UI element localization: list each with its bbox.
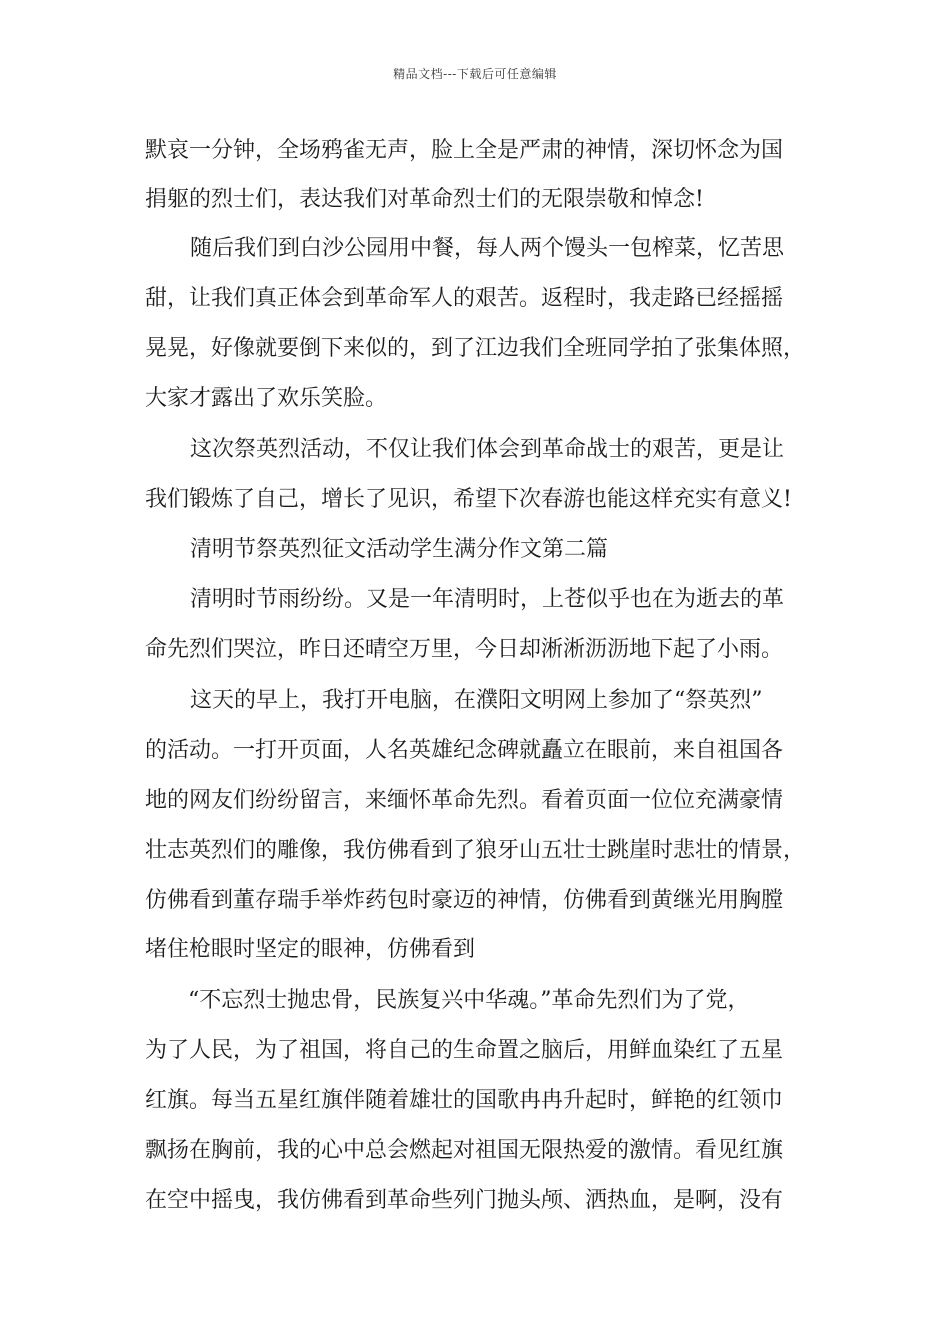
paragraph-first-line: 随后我们到白沙公园用中餐，每人两个馒头一包榨菜，忆苦思 (190, 236, 785, 261)
text-line: 捐躯的烈士们，表达我们对革命烈士们的无限崇敬和悼念! (145, 187, 704, 212)
text-line: 大家才露出了欢乐笑脸。 (145, 386, 388, 411)
section-title: 清明节祭英烈征文活动学生满分作文第二篇 (190, 537, 609, 562)
text-line: 在空中摇曳，我仿佛看到革命些列门抛头颅、洒热血，是啊，没有 (145, 1188, 784, 1213)
text-line: 我们锻炼了自己，增长了见识，希望下次春游也能这样充实有意义! (145, 487, 792, 512)
text-line: 默哀一分钟，全场鸦雀无声，脸上全是严肃的神情，深切怀念为国 (145, 138, 784, 163)
page-header: 精品文档---下载后可任意编辑 (393, 67, 557, 81)
text-line: 仿佛看到董存瑞手举炸药包时豪迈的神情，仿佛看到黄继光用胸膛 (145, 888, 784, 913)
text-line: 甜，让我们真正体会到革命军人的艰苦。返程时，我走路已经摇摇 (145, 286, 784, 311)
text-line: 为了人民，为了祖国，将自己的生命置之脑后，用鲜血染红了五星 (145, 1038, 784, 1063)
text-line: 晃晃，好像就要倒下来似的，到了江边我们全班同学拍了张集体照， (145, 336, 806, 361)
text-line: 地的网友们纷纷留言，来缅怀革命先烈。看着页面一位位充满豪情 (145, 788, 784, 813)
text-line: 飘扬在胸前，我的心中总会燃起对祖国无限热爱的激情。看见红旗 (145, 1138, 784, 1163)
text-line: 命先烈们哭泣，昨日还晴空万里，今日却淅淅沥沥地下起了小雨。 (145, 637, 784, 662)
paragraph-first-line: 这天的早上，我打开电脑，在濮阳文明网上参加了“祭英烈” (190, 688, 763, 713)
text-line: 壮志英烈们的雕像，我仿佛看到了狼牙山五壮士跳崖时悲壮的情景， (145, 838, 806, 863)
paragraph-first-line: 清明时节雨纷纷。又是一年清明时，上苍似乎也在为逝去的革 (190, 587, 785, 612)
text-line: 红旗。每当五星红旗伴随着雄壮的国歌冉冉升起时，鲜艳的红领巾 (145, 1088, 784, 1113)
text-line: 的活动。一打开页面，人名英雄纪念碑就矗立在眼前，来自祖国各 (145, 738, 784, 763)
text-line: 堵住枪眼时坚定的眼神，仿佛看到 (145, 937, 476, 962)
paragraph-first-line: 这次祭英烈活动，不仅让我们体会到革命战士的艰苦，更是让 (190, 437, 785, 462)
paragraph-first-line: “不忘烈士抛忠骨，民族复兴中华魂。”革命先烈们为了党， (188, 988, 750, 1013)
